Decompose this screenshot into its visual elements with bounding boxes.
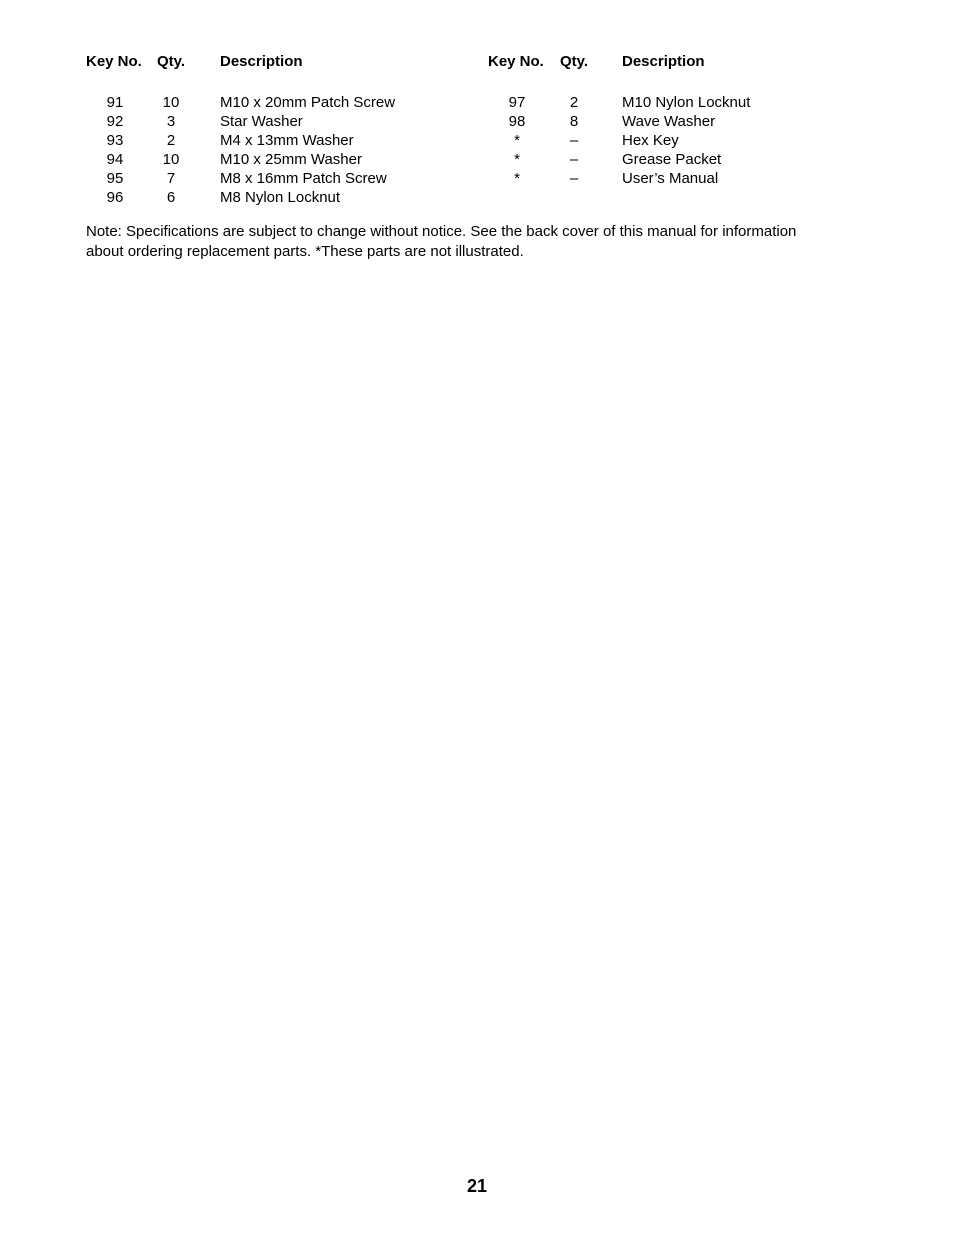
- parts-table-left: [86, 52, 486, 207]
- note-paragraph: [86, 222, 846, 262]
- description-cell: M4 x 13mm Washer: [220, 132, 354, 149]
- header-key-no: Key No.: [86, 53, 142, 70]
- header-qty: Qty.: [157, 53, 186, 70]
- description-cell: Star Washer: [220, 113, 303, 130]
- table-row: [86, 93, 486, 112]
- parts-table-right: [488, 52, 868, 188]
- table-row: [86, 188, 486, 207]
- table-row: [86, 112, 486, 131]
- table-row: [86, 131, 486, 150]
- description-cell: Hex Key: [622, 132, 679, 149]
- qty-cell: 10: [162, 94, 180, 111]
- key-no-cell: 93: [106, 132, 124, 149]
- qty-cell: –: [569, 151, 579, 168]
- qty-cell: –: [569, 132, 579, 149]
- description-cell: User’s Manual: [622, 170, 719, 187]
- key-no-cell: 91: [106, 94, 124, 111]
- table-row: [86, 150, 486, 169]
- table-row: [488, 169, 868, 188]
- description-cell: M10 Nylon Locknut: [622, 94, 751, 111]
- key-no-cell: 92: [106, 113, 124, 130]
- table-header: [86, 52, 486, 71]
- description-cell: Wave Washer: [622, 113, 716, 130]
- header-qty: Qty.: [560, 53, 589, 70]
- key-no-cell: *: [514, 170, 520, 187]
- qty-cell: 10: [162, 151, 180, 168]
- description-cell: M8 Nylon Locknut: [220, 189, 341, 206]
- page-number: 21: [466, 1176, 488, 1196]
- note-line-1: Note: Specifications are subject to change without notice. See the back cover of this manual for information: [86, 223, 797, 240]
- description-cell: Grease Packet: [622, 151, 722, 168]
- key-no-cell: 94: [106, 151, 124, 168]
- description-cell: M10 x 20mm Patch Screw: [220, 94, 396, 111]
- qty-cell: –: [569, 170, 579, 187]
- key-no-cell: 97: [508, 94, 526, 111]
- key-no-cell: *: [514, 151, 520, 168]
- description-cell: M10 x 25mm Washer: [220, 151, 362, 168]
- table-header: [488, 52, 868, 71]
- qty-cell: 2: [166, 132, 176, 149]
- key-no-cell: 98: [508, 113, 526, 130]
- key-no-cell: *: [514, 132, 520, 149]
- qty-cell: 2: [569, 94, 579, 111]
- qty-cell: 7: [166, 170, 176, 187]
- qty-cell: 8: [569, 113, 579, 130]
- table-row: [488, 131, 868, 150]
- header-description: Description: [622, 53, 705, 70]
- table-row: [488, 112, 868, 131]
- table-row: [488, 150, 868, 169]
- qty-cell: 3: [166, 113, 176, 130]
- table-row: [488, 93, 868, 112]
- header-description: Description: [220, 53, 303, 70]
- note-line-2: about ordering replacement parts. *These parts are not illustrated.: [86, 243, 524, 260]
- key-no-cell: 96: [106, 189, 124, 206]
- qty-cell: 6: [166, 189, 176, 206]
- key-no-cell: 95: [106, 170, 124, 187]
- description-cell: M8 x 16mm Patch Screw: [220, 170, 387, 187]
- header-key-no: Key No.: [488, 53, 544, 70]
- table-row: [86, 169, 486, 188]
